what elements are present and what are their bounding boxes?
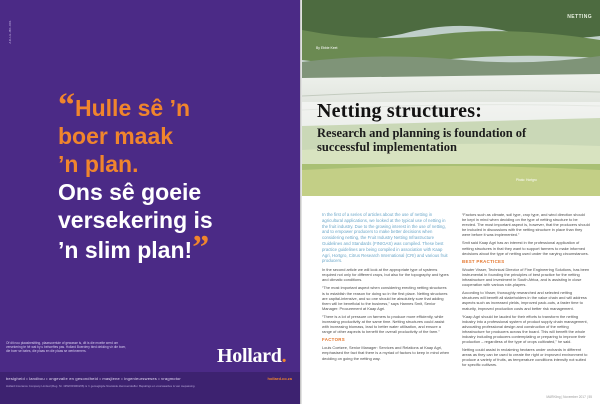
headline-line-3: ’n plan.: [58, 151, 139, 177]
paragraph: According to Visser, thoroughly researched and selected netting structures will benefit all stakeholders in the value chain and will address aspects such as increased yields, improved pack-outs, a faster time to maturity, improved production costs and better risk management.: [462, 290, 587, 311]
paragraph: Smit said Kaap Agri has an interest in the professional application of netting structures in that they want to support farmers to make informed decisions about the type of netting used under the varying circumstances.: [462, 240, 589, 256]
article-body: [322, 212, 594, 392]
article-lead: In the first of a series of articles about the use of netting in agricultural applications, we looked at the typical use of netting in the fruit industry. Due to the growing interest in the use of netting, and to empower producers to make better decisions when considering netting, the Fruit Industry Netting Infrastructure Guidelines and Standards (FINIGAS) was compiled. These best practice guidelines are being compiled in association with Kaap Agri, Hortgro, Citrus Research International (CRI) and various fruit producers.: [322, 212, 448, 264]
ad-bottom-bar: [0, 372, 300, 404]
headline-line-6: ’n slim plan!: [58, 237, 193, 263]
side-code: AD-HL-BK-001: [8, 20, 12, 44]
landscape-illustration: [302, 0, 600, 196]
paragraph: In the second article we will look at the appropriate type of systems required not only for different crops, but also for the topography and types and climatic conditions.: [322, 267, 449, 283]
paragraph: “The most important aspect when considering erecting netting structures is to establish the reason for doing so in the first place. Netting structures are capital-intensive, and so one should be absolutely sure that adding them will be beneficial to the business,” says Hannes Smit, Senior Manager: Procurement at Kaap Agri.: [322, 285, 448, 311]
article-title-block: [302, 100, 600, 154]
headline-line-5: versekering is: [58, 207, 213, 233]
headline-line-2: boer maak: [58, 123, 174, 149]
paragraph: Wouter Visser, Technical Director of Fine Engineering Solutions, has been instrumental in founding the principles of best practice for the netting infrastructure and investment in South Africa, and is assisting in close cooperation with various role-players.: [462, 266, 590, 288]
magazine-page: [302, 0, 600, 404]
logo-dot: .: [281, 345, 287, 367]
article-byline: By Ebbie Keet: [316, 46, 338, 50]
paragraph: “Factors such as climate, soil type, crop type, and wind direction should be kept in mind when deciding on the type of netting structure to be erected. The most important aspect is, however, that the producers should be included in discussions with the netting structure in place than they were before it was implemented.”: [462, 212, 590, 238]
ad-headline: [58, 87, 288, 266]
section-heading-factors: FACTORS: [322, 337, 345, 343]
logo-text: Hollard: [217, 345, 282, 367]
section-tag: NETTING: [567, 14, 592, 20]
page-footer: MARKiing | November 2017 | 55: [546, 395, 592, 399]
ad-legal-text: Hollard Insurance Company Limited (Reg. Nr. 1952/003004/06) is 'n gemagtigde finansiële diensverskaffer. Bepalings en voorwaardes is van toepassing.: [6, 384, 196, 388]
open-quote-mark: “: [58, 87, 75, 124]
paragraph: “Kaap Agri should be lauded for their efforts to transform the netting industry into a professional system of product supply chain management, advocating professional design and construction of the netting infrastructure for producers across the board. This will benefit the whole industry including producers contemplating or preparing to improve their production – regardless of the type of crops cultivated,” he said.: [462, 313, 588, 345]
paragraph: “There is a lot of pressure on farmers to produce more efficiently, while increasing productivity at the same time. Netting structures could assist with increasing biomass, lead to better water utilisation, and ensure a range of other aspects to benefit the overall productivity of the farm.”: [322, 313, 445, 335]
photo-caption: Photo: Hortgro: [516, 178, 537, 182]
article-subtitle: Research and planning is foundation of successful implementation: [317, 126, 527, 154]
section-heading-best-practices: BEST PRACTICES: [462, 258, 505, 264]
ad-fine-print: Of dit nou plaasbesitting, plaasvoertuie of gewasse is, dit is die moeite werd om versekering te hê wat by u behoeftes pas. Hollard Boerdery bied dekking vir die boer, die boer se bates, die plaas en die plaas se werknemers.: [6, 341, 126, 354]
paragraph: Louis Coetzee, Senior Manager: Services and Relations at Kaap Agri, emphasised the fact that there is a myriad of factors to keep in mind when deciding on going the netting way.: [322, 345, 450, 361]
paragraph: Netting could assist in reclaiming hectares under orchards in different areas as they can be used to create the right or improved environment to produce a variety of fruits, as temperature conditions intensify not suited for specific cultivars.: [462, 347, 588, 368]
article-column-right: [462, 212, 590, 371]
close-quote-mark: ”: [192, 229, 210, 266]
hollard-logo: [217, 345, 286, 368]
headline-line-1: Hulle sê ’n: [75, 95, 191, 121]
headline-line-4: Ons sê goeie: [58, 179, 202, 205]
ad-url-link[interactable]: hollard.co.za: [267, 376, 292, 381]
netting-field-photo: [302, 0, 600, 196]
article-column-left: [322, 212, 450, 364]
article-title: Netting structures:: [317, 100, 483, 122]
ad-categories: besigheid • landbou • ongevalle en gesondheid • masjiene • ingenieursweses • vragmotor: [6, 376, 181, 381]
